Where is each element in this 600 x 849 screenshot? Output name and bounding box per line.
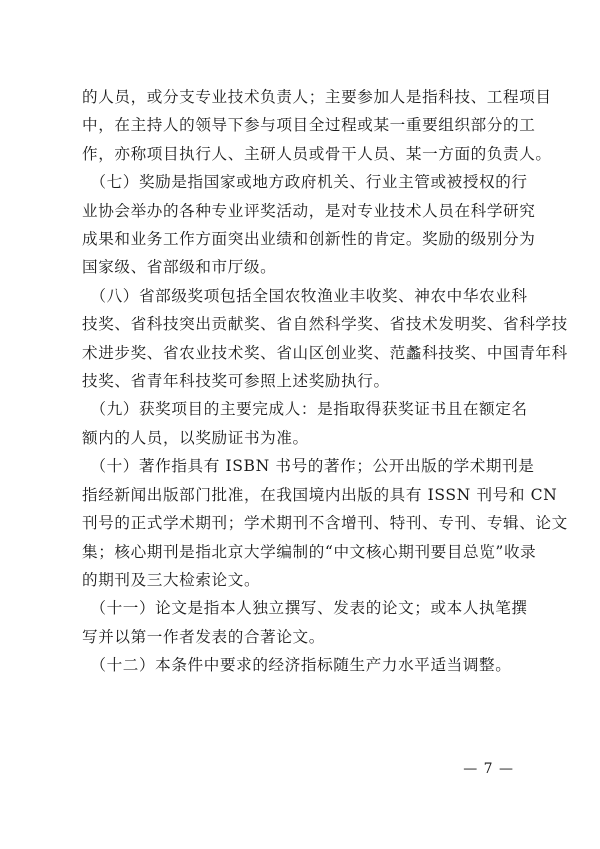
text-line: 业协会举办的各种专业评奖活动，是对专业技术人员在科学研究	[82, 201, 536, 220]
paragraph-1	[82, 83, 552, 168]
text-line: 术进步奖、省农业技术奖、省山区创业奖、范蠡科技奖、中国青年科	[82, 343, 568, 362]
text-line: 额内的人员，以奖励证书为准。	[82, 428, 309, 447]
page-number: — 7 —	[463, 761, 514, 777]
text-line: 作，亦称项目执行人、主研人员或骨干人员、某一方面的负责人。	[82, 144, 552, 163]
paragraph-8	[82, 282, 568, 396]
text-line: 中，在主持人的领导下参与项目全过程或某一重要组织部分的工	[82, 116, 536, 135]
text-line: 技奖、省科技突出贡献奖、省自然科学奖、省技术发明奖、省科学技	[82, 315, 568, 334]
paragraph-11	[82, 594, 528, 651]
text-line: （九）获奖项目的主要完成人：是指取得获奖证书且在额定名	[82, 400, 528, 419]
text-line: （八）省部级奖项包括全国农牧渔业丰收奖、神农中华农业科	[82, 286, 528, 305]
text-line: 的期刊及三大检索论文。	[82, 570, 261, 589]
paragraph-10	[82, 452, 568, 594]
text-line: 成果和业务工作方面突出业绩和创新性的肯定。奖励的级别分为	[82, 230, 536, 249]
paragraph-9	[82, 395, 528, 452]
text-line: （七）奖励是指国家或地方政府机关、行业主管或被授权的行	[82, 173, 528, 192]
paragraph-12	[82, 651, 520, 679]
text-line: 指经新闻出版部门批准，在我国境内出版的具有 ISSN 刊号和 CN	[82, 485, 558, 504]
text-line: （十二）本条件中要求的经济指标随生产力水平适当调整。	[82, 656, 512, 675]
text-line: 国家级、省部级和市厅级。	[82, 258, 277, 277]
text-line: 技奖、省青年科技奖可参照上述奖励执行。	[82, 372, 390, 391]
text-line: 的人员，或分支专业技术负责人；主要参加人是指科技、工程项目	[82, 88, 552, 106]
paragraph-7	[82, 168, 536, 282]
body-text	[82, 83, 568, 680]
text-line: （十一）论文是指本人独立撰写、发表的论文；或本人执笔撰	[82, 599, 528, 618]
text-line: 集；核心期刊是指北京大学编制的“中文核心期刊要目总览”收录	[82, 542, 537, 561]
text-line: 写并以第一作者发表的合著论文。	[82, 627, 325, 646]
text-line: （十）著作指具有 ISBN 书号的著作；公开出版的学术期刊是	[82, 457, 535, 476]
text-line: 刊号的正式学术期刊；学术期刊不含增刊、特刊、专刊、专辑、论文	[82, 514, 568, 533]
